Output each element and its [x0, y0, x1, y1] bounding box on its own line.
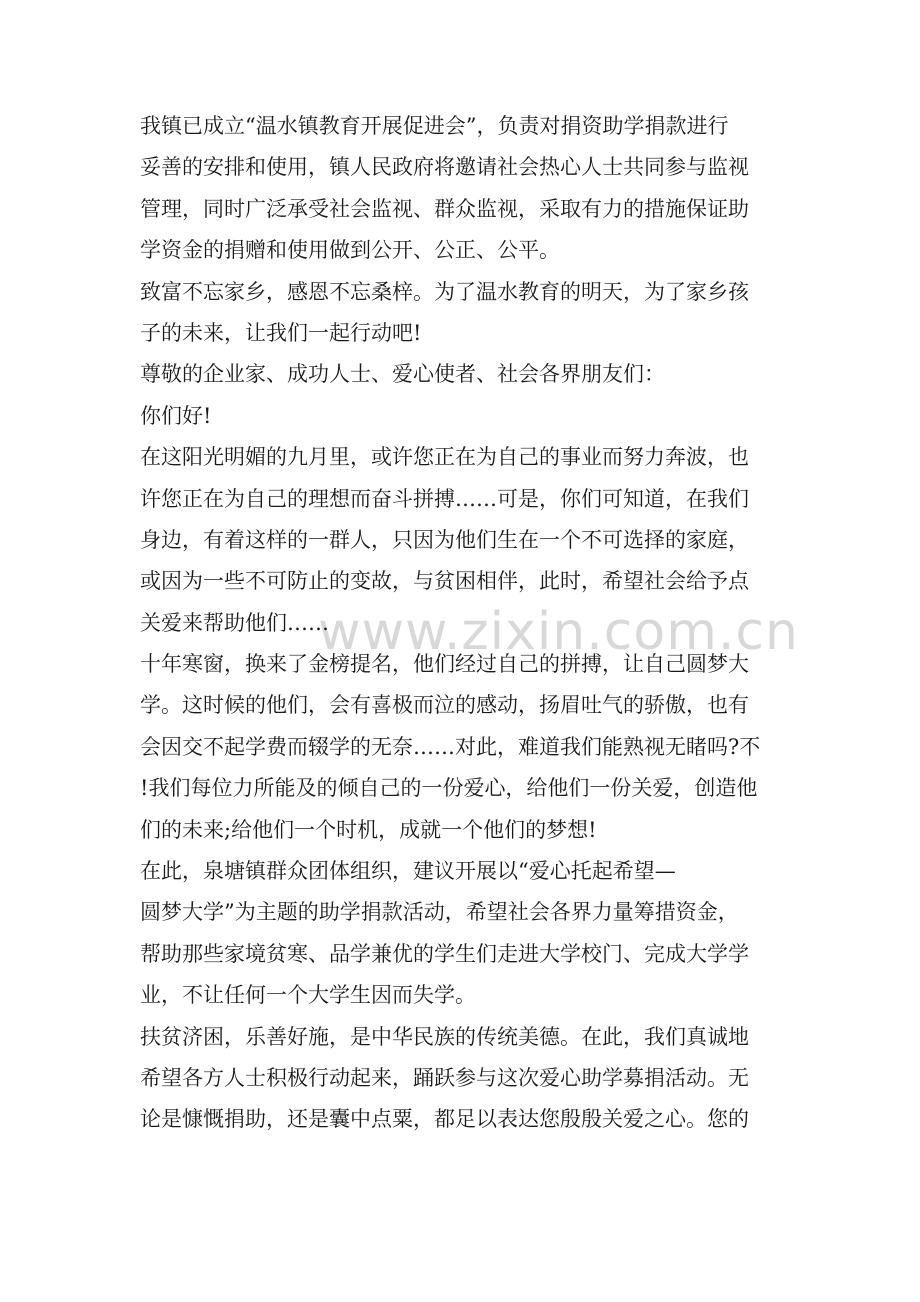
text-line: 学资金的捐赠和使用做到公开、公正、公平。: [140, 238, 560, 263]
text-line: 圆梦大学”为主题的助学捐款活动，希望社会各界力量筹措资金，: [140, 900, 739, 925]
body-text: [140, 106, 780, 1141]
text-line: 管理，同时广泛承受社会监视、群众监视，采取有力的措施保证助: [140, 196, 749, 221]
text-line: 十年寒窗，换来了金榜提名，他们经过自己的拼搏，让自己圆梦大: [140, 652, 749, 677]
text-line: 们的未来;给他们一个时机，成就一个他们的梦想!: [140, 817, 597, 842]
text-line: 业，不让任何一个大学生因而失学。: [140, 983, 476, 1008]
text-line: 我镇已成立“温水镇教育开展促进会”，负责对捐资助学捐款进行: [140, 114, 729, 138]
text-line: !我们每位力所能及的倾自己的一份爱心，给他们一份关爱，创造他: [140, 776, 758, 801]
text-line: 扶贫济困，乐善好施，是中华民族的传统美德。在此，我们真诚地: [140, 1024, 749, 1049]
text-line: 会因交不起学费而辍学的无奈……对此，难道我们能熟视无睹吗?不: [140, 734, 761, 759]
text-line: 论是慷慨捐助，还是囊中点粟，都足以表达您殷殷关爱之心。您的: [140, 1107, 749, 1132]
watermark: www.zixin.com.cn: [318, 602, 799, 662]
text-line: 在这阳光明媚的九月里，或许您正在为自己的事业而努力奔波，也: [140, 445, 749, 470]
text-line: 子的未来，让我们一起行动吧!: [140, 320, 422, 345]
text-line: 或因为一些不可防止的变故，与贫困相伴，此时，希望社会给予点: [140, 569, 749, 594]
text-line: 妥善的安排和使用，镇人民政府将邀请社会热心人士共同参与监视: [140, 155, 749, 180]
text-line: 许您正在为自己的理想而奋斗拼搏……可是，你们可知道，在我们: [140, 486, 749, 511]
text-line: 尊敬的企业家、成功人士、爱心使者、社会各界朋友们：: [140, 362, 665, 387]
text-line: 帮助那些家境贫寒、品学兼优的学生们走进大学校门、完成大学学: [140, 941, 749, 966]
text-line: 学。这时候的他们，会有喜极而泣的感动，扬眉吐气的骄傲，也有: [140, 693, 749, 718]
text-line: 身边，有着这样的一群人，只因为他们生在一个不可选择的家庭，: [140, 527, 749, 552]
text-line: 你们好!: [140, 403, 212, 428]
text-line: 在此，泉塘镇群众团体组织，建议开展以“爱心托起希望—: [140, 859, 676, 884]
text-line: 希望各方人士积极行动起来，踊跃参与这次爱心助学募捐活动。无: [140, 1065, 749, 1090]
text-line: 关爱来帮助他们……: [140, 610, 329, 635]
text-line: 致富不忘家乡，感恩不忘桑梓。为了温水教育的明天，为了家乡孩: [140, 279, 749, 304]
